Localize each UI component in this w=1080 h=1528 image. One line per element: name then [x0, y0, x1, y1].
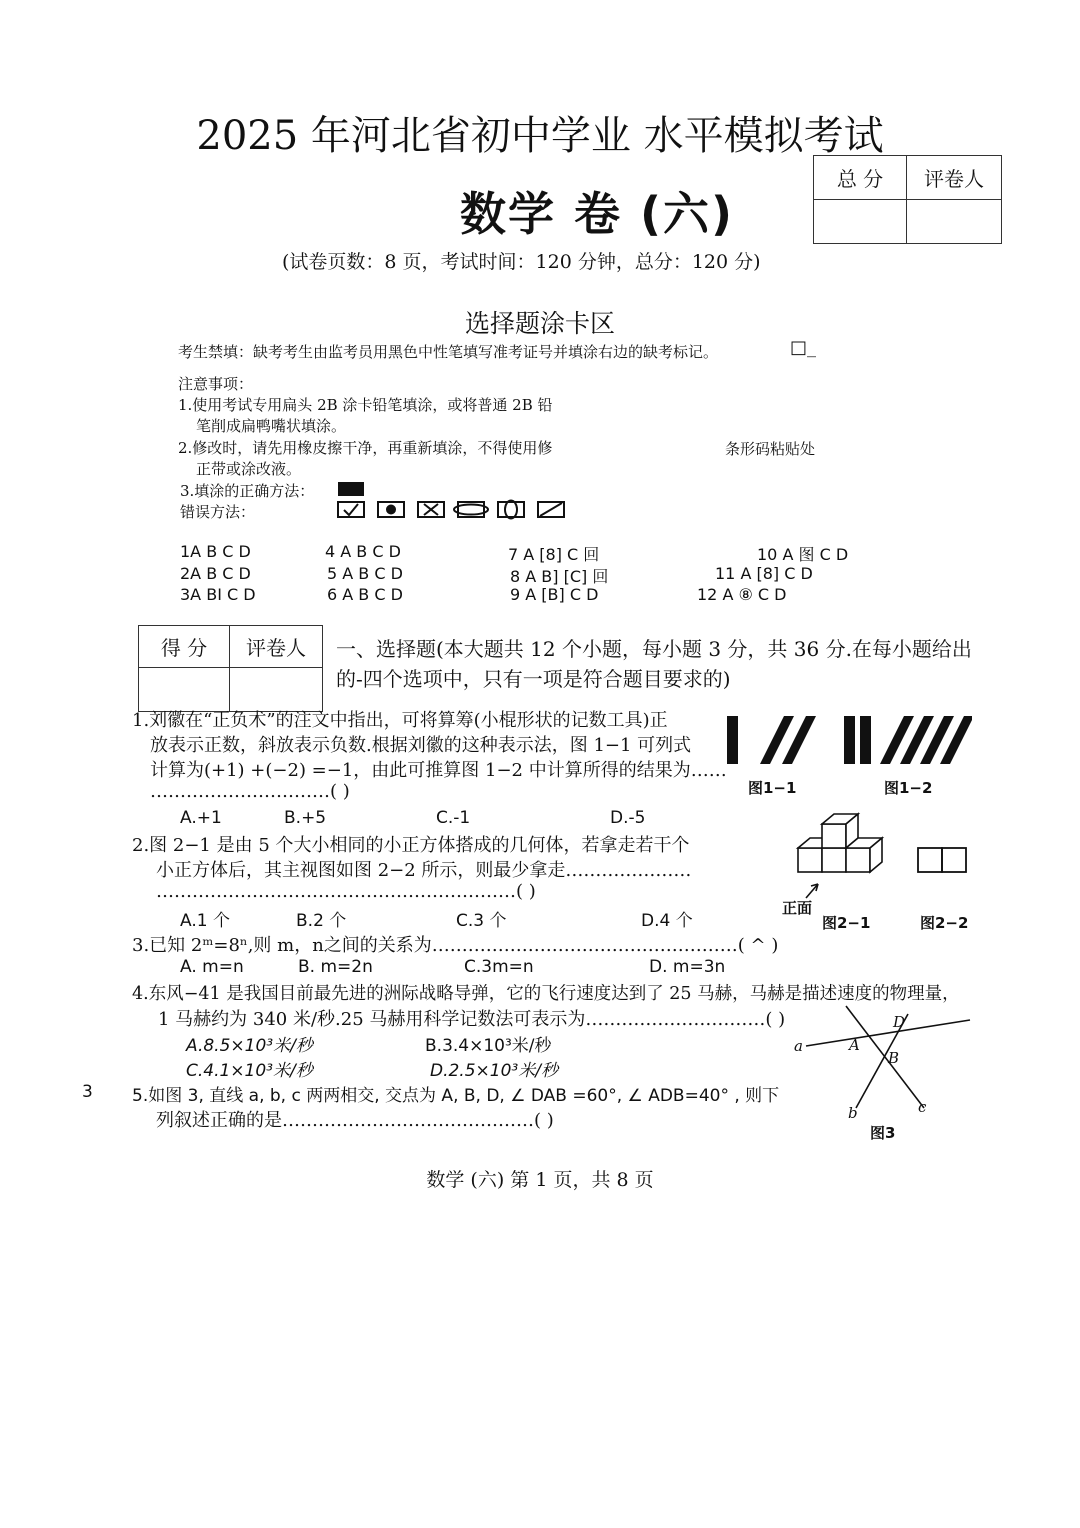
point-d-label: D	[893, 1013, 906, 1031]
answer-row1-col1[interactable]: 1A B C D	[180, 542, 251, 561]
q1-line3: 计算为(+1) +(−2) =−1，由此可推算图 1−2 中计算所得的结果为……	[150, 760, 727, 781]
exam-title: 2025 年河北省初中学业 水平模拟考试	[196, 113, 884, 159]
total-score-cell[interactable]	[814, 200, 907, 244]
q4-option-a[interactable]: A.8.5×10³米/秒	[186, 1036, 313, 1056]
q2-option-d[interactable]: D.4 个	[641, 911, 693, 931]
section-grader-cell[interactable]	[230, 668, 323, 712]
answer-row3-col1[interactable]: 3A BI C D	[180, 585, 256, 604]
line-b-label: b	[848, 1104, 858, 1122]
answer-row2-col4[interactable]: 11 A [8] C D	[715, 564, 813, 583]
q5-line1: 5.如图 3, 直线 a, b, c 两两相交, 交点为 A, B, D, ∠ DAB =60°, ∠ ADB=40° , 则下	[132, 1086, 780, 1106]
q1-option-d[interactable]: D.-5	[610, 808, 646, 828]
section-grader-header: 评卷人	[230, 626, 323, 668]
exam-info: (试卷页数：8 页，考试时间：120 分钟，总分：120 分)	[282, 251, 761, 273]
answer-row2-col2[interactable]: 5 A B C D	[327, 564, 403, 583]
q4-option-d[interactable]: D.2.5×10³米/秒	[430, 1061, 558, 1081]
q2-option-c[interactable]: C.3 个	[456, 911, 507, 931]
front-label: 正面	[782, 899, 813, 917]
point-a-label: A	[849, 1036, 860, 1054]
fig2-2-caption: 图2−2	[920, 914, 969, 932]
wrong-method-label: 错误方法：	[180, 503, 256, 521]
answer-row1-col4[interactable]: 10 A 图 C D	[757, 545, 849, 564]
note-3: 3.填涂的正确方法：	[180, 482, 315, 500]
wrong-fill-marks	[336, 498, 572, 522]
q1-line2: 放表示正数，斜放表示负数.根据刘徽的这种表示法，图 1−1 可列式	[150, 735, 692, 756]
q1-option-b[interactable]: B.+5	[284, 808, 327, 828]
q3-option-c[interactable]: C.3m=n	[464, 957, 534, 977]
note-1a: 1.使用考试专用扁头 2B 涂卡铅笔填涂，或将普通 2B 铅	[178, 396, 553, 414]
q3-option-a[interactable]: A. m=n	[180, 957, 244, 977]
q4-line2: 1 马赫约为 340 米/秒.25 马赫用科学记数法可表示为…………………………( )	[158, 1009, 786, 1030]
answer-row3-col3[interactable]: 9 A [B] C D	[510, 585, 599, 604]
section1-title: 一、选择题(本大题共 12 个小题，每小题 3 分，共 36 分.在每小题给出的-四个选项中，只有一项是符合题目要求的)	[336, 637, 972, 691]
absent-note: 考生禁填：缺考考生由监考员用黑色中性笔填写准考证号并填涂右边的缺考标记。	[178, 343, 719, 361]
line-a-label: a	[794, 1037, 803, 1055]
q3-line1: 3.已知 2ᵐ=8ⁿ,则 m，n之间的关系为……………………………………………( ^ )	[132, 935, 779, 956]
exam-subtitle: 数学 卷 (六)	[460, 187, 735, 241]
fig1-2-caption: 图1−2	[884, 779, 933, 797]
note-2a: 2.修改时，请先用橡皮擦干净，再重新填涂，不得使用修	[178, 439, 553, 457]
answer-row2-col1[interactable]: 2A B C D	[180, 564, 251, 583]
page-footer: 数学 (六) 第 1 页，共 8 页	[426, 1169, 654, 1191]
score-header-total: 总 分	[814, 156, 907, 200]
q3-option-b[interactable]: B. m=2n	[298, 957, 373, 977]
q2-option-a[interactable]: A.1 个	[180, 911, 230, 931]
point-b-label: B	[888, 1049, 900, 1067]
q1-line1: 1.刘徽在“正负术”的注文中指出，可将算筹(小棍形状的记数工具)正	[132, 710, 668, 731]
q1-line4: …………………………( )	[150, 781, 350, 802]
section-score-header: 得 分	[139, 626, 230, 668]
answer-row2-col3[interactable]: 8 A B] [C] 回	[510, 567, 609, 586]
answer-row3-col2[interactable]: 6 A B C D	[327, 585, 403, 604]
section-score-table	[138, 625, 323, 712]
q1-option-c[interactable]: C.-1	[436, 808, 471, 828]
fig1-1-caption: 图1−1	[748, 779, 797, 797]
q5-margin-number: 3	[82, 1082, 93, 1102]
q3-option-d[interactable]: D. m=3n	[649, 957, 726, 977]
correct-fill-mark	[338, 482, 364, 496]
q2-line3: ……………………………………………………( )	[156, 881, 536, 902]
q5-line2: 列叙述正确的是……………………………………( )	[156, 1110, 554, 1131]
intersecting-lines-figure	[790, 1004, 975, 1124]
cube-solid-figure	[792, 812, 892, 904]
note-2b: 正带或涂改液。	[196, 460, 302, 478]
fig2-1-caption: 图2−1	[822, 914, 871, 932]
total-score-table	[813, 155, 1002, 244]
line-c-label: c	[918, 1098, 927, 1116]
q2-line1: 2.图 2−1 是由 5 个大小相同的小正方体搭成的几何体，若拿走若干个	[132, 835, 690, 856]
answer-card-title: 选择题涂卡区	[464, 309, 615, 338]
fig3-caption: 图3	[870, 1124, 896, 1142]
counting-rods-figure	[722, 712, 972, 772]
q2-line2: 小正方体后，其主视图如图 2−2 所示，则最少拿走…………………	[156, 860, 692, 881]
q2-option-b[interactable]: B.2 个	[296, 911, 347, 931]
score-header-grader: 评卷人	[907, 156, 1002, 200]
notes-title: 注意事项：	[178, 375, 254, 393]
q4-line1: 4.东风−41 是我国目前最先进的洲际战略导弹，它的飞行速度达到了 25 马赫，马赫是描述速度的物理量，	[132, 984, 960, 1004]
barcode-area: 条形码粘贴处	[725, 440, 816, 458]
q4-option-c[interactable]: C.4.1×10³米/秒	[186, 1061, 313, 1081]
grader-cell[interactable]	[907, 200, 1002, 244]
front-view-figure	[916, 846, 970, 874]
q1-option-a[interactable]: A.+1	[180, 808, 222, 828]
q4-option-b[interactable]: B.3.4×10³米/秒	[425, 1036, 552, 1056]
absent-mark[interactable]: □_	[790, 337, 817, 358]
note-1b: 笔削成扁鸭嘴状填涂。	[196, 417, 347, 435]
answer-row3-col4[interactable]: 12 A ⑧ C D	[697, 585, 787, 604]
answer-row1-col3[interactable]: 7 A [8] C 回	[508, 545, 600, 564]
answer-row1-col2[interactable]: 4 A B C D	[325, 542, 401, 561]
section-score-cell[interactable]	[139, 668, 230, 712]
